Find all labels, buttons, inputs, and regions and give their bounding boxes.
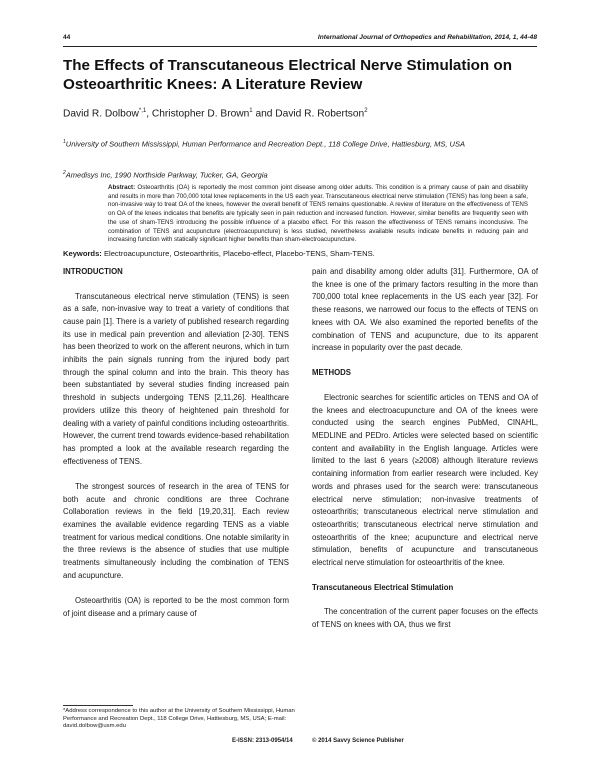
affiliation — [63, 137, 539, 150]
header-rule — [63, 46, 537, 47]
body-paragraph: The strongest sources of research in the area of TENS for both acute and chronic conditions are three Cochrane Collaboration reviews in the field [19,20,31]. Each review examines the available evidence regarding TENS as a viable treatment for various medical conditions. One notable similarity in the three reviews is the absence of studies that use multiple treatments simultaneously including the combination of TENS and acupuncture. — [63, 481, 289, 580]
section-heading-methods: METHODS — [312, 368, 351, 378]
paper-title: The Effects of Transcutaneous Electrical Nerve Stimulation on Osteoarthritic Knees: A Literature Review — [63, 57, 512, 93]
affiliation-mark: 2 — [63, 170, 66, 176]
body-paragraph: Osteoarthritis (OA) is reported to be the most common form of joint disease and a primary cause of — [63, 595, 289, 618]
author-affiliation-mark: 2 — [364, 108, 368, 114]
affiliation — [63, 168, 539, 181]
affiliation-text: University of Southern Mississippi, Human Performance and Recreation Dept., 118 College Drive, Hattiesburg, MS, USA — [65, 139, 465, 149]
author-name: David R. Robertson — [275, 108, 365, 120]
author-list — [63, 108, 539, 119]
keywords-text: Electroacupuncture, Osteoarthritis, Placebo-effect, Placebo-TENS, Sham-TENS. — [103, 249, 375, 258]
author-separator: , — [146, 108, 152, 120]
running-header — [63, 34, 537, 46]
page-number: 44 — [63, 34, 71, 41]
author-affiliation-mark: 1 — [249, 108, 253, 114]
abstract-label: Abstract: — [108, 184, 136, 191]
body-paragraph: Electronic searches for scientific articles on TENS and OA of the knees and electroacupuncture and OA of the knees were conducted using the search engines PubMed, CINAHL, MEDLINE and PEDro. Articles were selected based on scientific content and availability in the English language. Articles were limited to the last 6 years (≥2008) although literature reviews containing information from earlier research were included. Key words and phrases used for the search were: transcutaneous electrical nerve stimulation; non-invasive treatments of osteoarthritis; transcutaneous electrical nerve stimulation and osteoarthritis; transcutaneous electrical nerve stimulation and osteoarthritis of the knee; acupuncture and electrical nerve stimulation, benefits of acupuncture and transcutaneous electrical nerve stimulation for osteoarthritis of the knee. — [312, 392, 538, 568]
affiliation-text: Amedisys Inc, 1990 Northside Parkway, Tucker, GA, Georgia — [65, 170, 268, 180]
affiliation-mark: 1 — [63, 139, 66, 145]
keywords — [63, 249, 539, 258]
journal-citation: International Journal of Orthopedics and Rehabilitation, 2014, 1, 44-48 — [317, 34, 537, 41]
right-column — [312, 266, 538, 706]
body-paragraph: Transcutaneous electrical nerve stimulation (TENS) is seen as a safe, non-invasive way to treat a variety of conditions that cause pain [1]. There is a variety of published research regarding its use in medical pain prevention and alleviation [2-30]. TENS has been theorized to work on the afferent neurons, which in turn inhibits the pain signals running from the injured body part through the spinal column and into the brain. This theory has been substantiated by several studies finding increased pain threshold in subjects undergoing TENS [2,11,26]. Healthcare providers utilize this theory of heightened pain threshold for dealing with a variety of painful conditions including osteoarthritis. However, the current trend towards evidence-based rehabilitation has prompted a look at the available research regarding the effectiveness of TENS. — [63, 291, 289, 466]
keywords-label: Keywords: — [63, 249, 102, 258]
author-name: David R. Dolbow — [63, 108, 139, 120]
copyright: © 2014 Savvy Science Publisher — [312, 738, 404, 744]
author-separator: and — [252, 108, 276, 120]
subsection-heading: Transcutaneous Electrical Stimulation — [312, 583, 454, 593]
author-name: Christopher D. Brown — [151, 108, 250, 120]
abstract-text: Osteoarthritis (OA) is reportedly the most common joint disease among older adults. This condition is a primary cause of pain and disability and results in more than 700,000 total knee replacements in the US each year. Transcutaneous electrical nerve stimulation (TENS) has long been a safe, non-invasive way to treat OA of the knees, however the overall benefit of TENS remains questionable. A review of literature on the effectiveness of TENS on OA of the knees indicates that benefits are typically seen in pain reduction and increased function. However, similar benefits are frequently seen with the use of sham-TENS introducing the possible influence of a placebo effect. For this reason the effectiveness of TENS remains inconclusive. The combination of TENS and acupuncture (electroacupuncture) is less studied, nevertheless available results indicate benefits in reducing pain and increasing function with statically significant higher benefits than sham-electroacupuncture. — [108, 184, 528, 244]
section-heading-introduction: INTRODUCTION — [63, 267, 123, 276]
body-paragraph: The concentration of the current paper focuses on the effects of TENS on knees with OA, thus we first — [312, 607, 538, 629]
abstract — [108, 184, 528, 245]
author-affiliation-mark: *,1 — [138, 108, 147, 114]
body-paragraph: pain and disability among older adults [31]. Furthermore, OA of the knee is one of the primary factors resulting in the more than 700,000 total knee replacements in the US each year [32]. For these reasons, we narrowed our focus to the effects of TENS on knees with OA. We also examined the reported benefits of the combination of TENS and acupuncture, due to its apparent increase in popularity over the past decade. — [312, 267, 538, 353]
left-column — [63, 266, 289, 706]
footnote-rule — [63, 705, 133, 706]
issn: E-ISSN: 2313-0954/14 — [232, 738, 293, 744]
correspondence-footnote: *Address correspondence to this author at the University of Southern Mississippi, Human Performance and Recreation Dept., 118 College Drive, Hattiesburg, MS, USA; E-mail: david.dolbow@usm.edu — [63, 708, 295, 730]
